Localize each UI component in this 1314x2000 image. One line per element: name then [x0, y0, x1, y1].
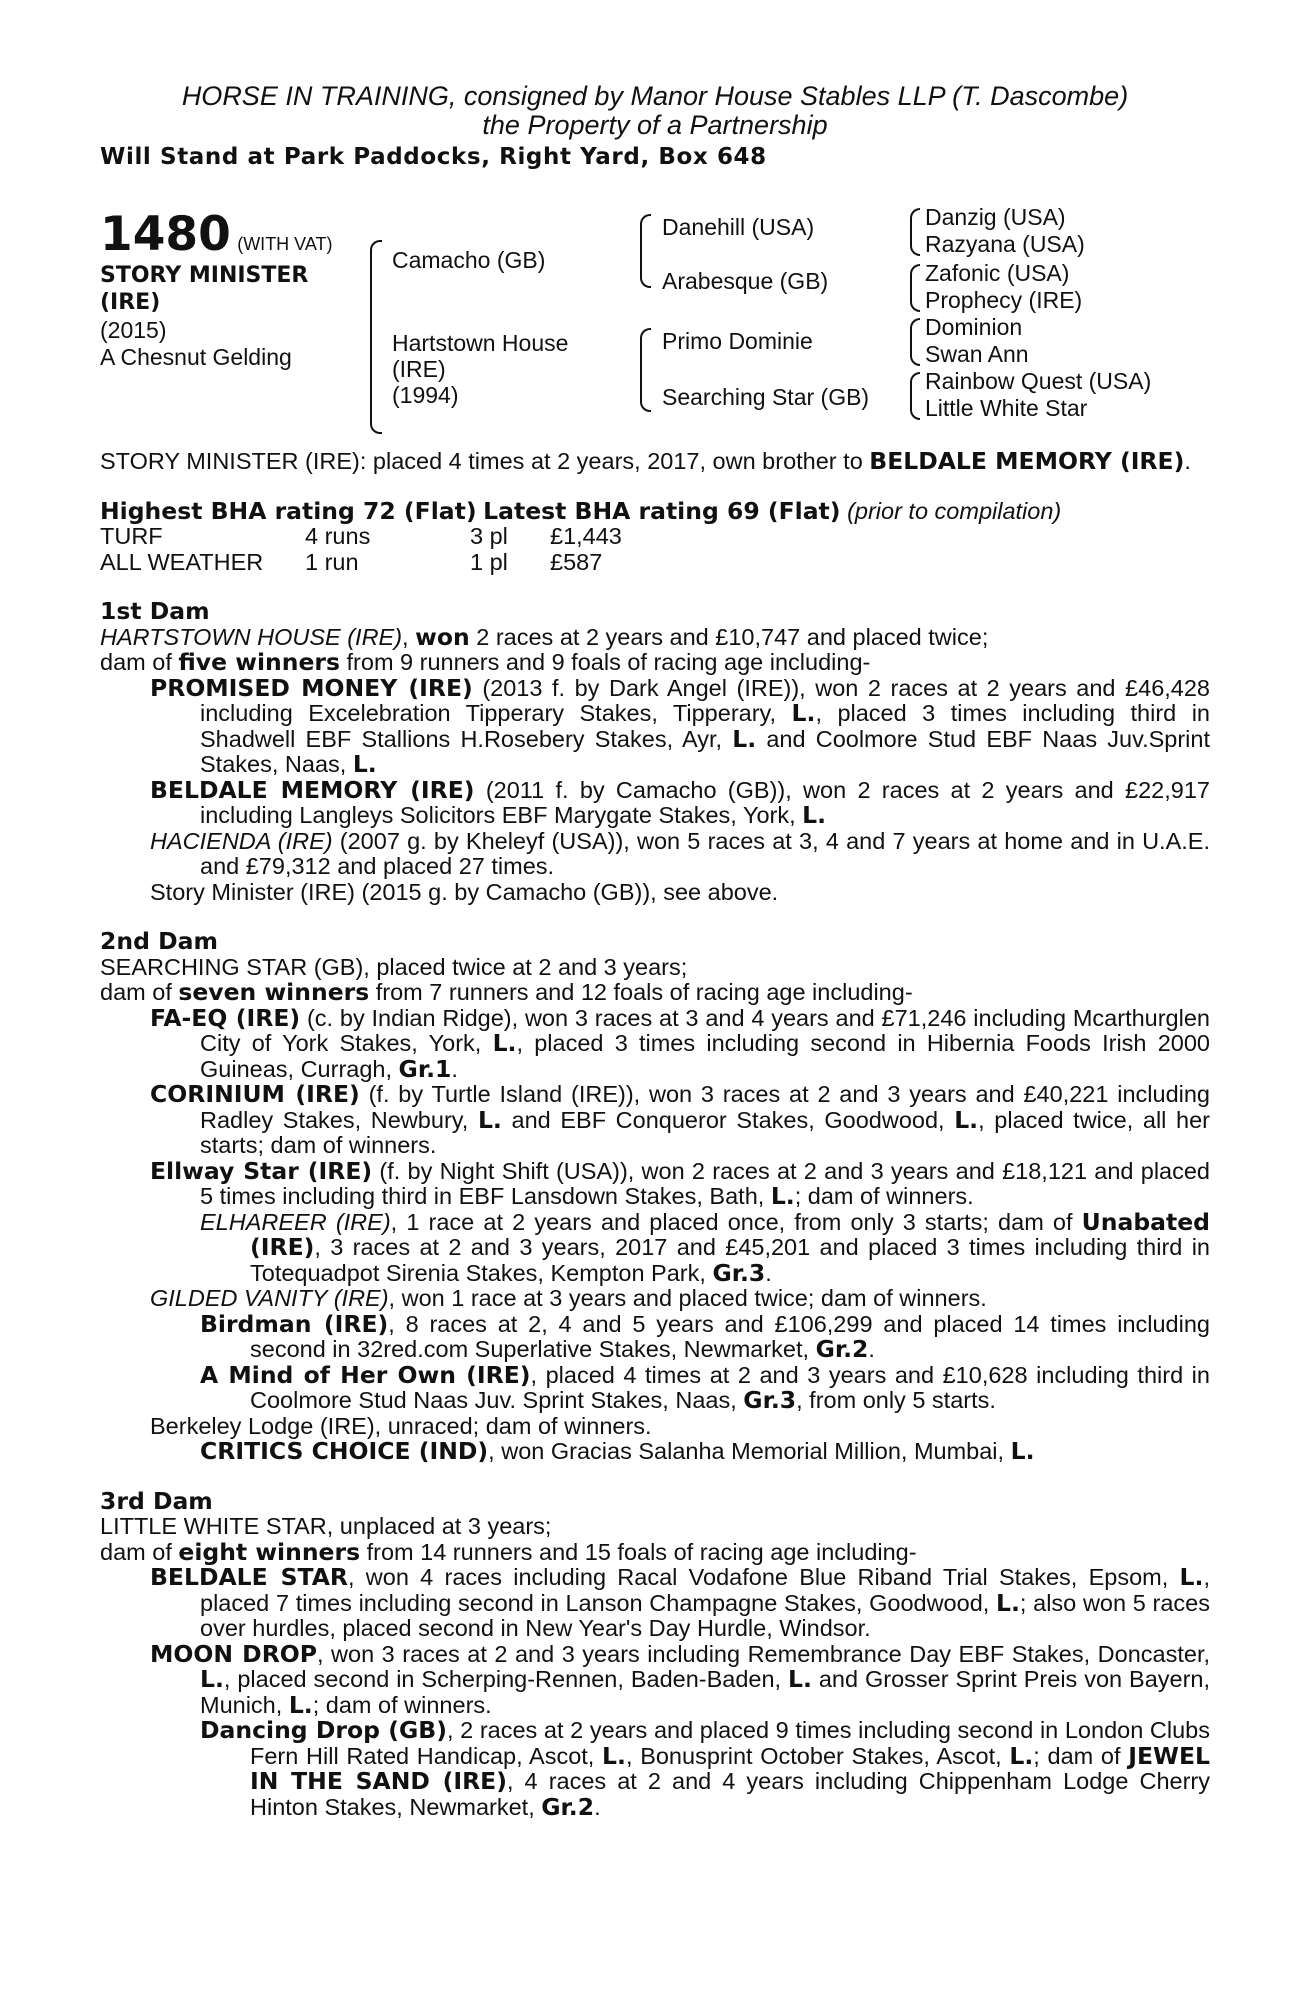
produce-entry: FA-EQ (IRE) (c. by Indian Ridge), won 3 races at 3 and 4 years and £71,246 including Mcarthurglen City of York Stakes, York, L., placed 3 times including second in Hibernia Foods Irish 2000 Guineas, Curragh, Gr.1.: [150, 1003, 1211, 1083]
produce-entry-granddaughter: CRITICS CHOICE (IND), won Gracias Salanha Memorial Million, Mumbai, L.: [200, 1437, 1035, 1465]
primo-brace: [910, 318, 920, 366]
produce-entry: BELDALE STAR, won 4 races including Racal Vodafone Blue Riband Trial Stakes, Epsom, L., placed 7 times including second in Lanson Champagne Stakes, Goodwood, L.; also won 5 races over hurdles, placed second in New Year's Day Hurdle, Windsor.: [150, 1563, 1210, 1641]
catalogue-page: [100, 82, 1210, 1820]
race-record: [100, 496, 1210, 576]
second-dam-section: [100, 929, 1210, 1465]
g3-zafonic: Zafonic (USA): [925, 260, 1070, 286]
produce-entry: PROMISED MONEY (IRE) (2013 f. by Dark Angel (IRE)), won 2 races at 2 years and £46,428 including Excelebration Tipperary Stakes, Tipperary, L., placed 3 times including third in Shadwell EBF Stallions H.Rosebery Stakes, Ayr, L. and Coolmore Stud EBF Naas Juv.Sprint Stakes, Naas, L.: [150, 673, 1210, 778]
lot-summary: STORY MINISTER (IRE): placed 4 times at 2 years, 2017, own brother to BELDALE MEMORY (IRE).: [100, 447, 1191, 475]
lot-header: [100, 82, 1210, 172]
bha-ratings: Highest BHA rating 72 (Flat) Latest BHA rating 69 (Flat) (prior to compilation): [100, 496, 1062, 525]
section-heading: 1st Dam: [100, 597, 210, 625]
arabesque-brace: [910, 264, 920, 312]
dam-produce-summary: dam of eight winners from 14 runners and 15 foals of racing age including-: [100, 1537, 917, 1566]
sire-dam: Arabesque (GB): [662, 268, 829, 294]
stand-location: Will Stand at Park Paddocks, Right Yard, Box 648: [100, 144, 767, 170]
produce-entry: HACIENDA (IRE) (2007 g. by Kheleyf (USA)), won 5 races at 3, 4 and 7 years at home and in U.A.E. and £79,312 and placed 27 times.: [150, 827, 1210, 879]
produce-entry: BELDALE MEMORY (IRE) (2011 f. by Camacho (GB)), won 2 races at 2 years and £22,917 including Langleys Solicitors EBF Marygate Stakes, York, L.: [150, 775, 1210, 829]
dam-year: (1994): [392, 382, 459, 408]
record-row: ALL WEATHER 1 run 1 pl £587: [100, 548, 603, 575]
produce-entry: MOON DROP, won 3 races at 2 and 3 years including Remembrance Day EBF Stakes, Doncaster, L., placed second in Scherping-Rennen, Baden-Baden, L. and Grosser Sprint Preis von Bayern, Munich, L.; dam of winners.: [150, 1639, 1211, 1719]
produce-entry-granddaughter: A Mind of Her Own (IRE), placed 4 times at 2 and 3 years and £10,628 including third in Coolmore Stud Naas Juv. Sprint Stakes, Naas, Gr.3, from only 5 starts.: [200, 1360, 1210, 1414]
dam-produce-summary: dam of five winners from 9 runners and 9 foals of racing age including-: [100, 648, 871, 676]
sire-dam-brace: [370, 240, 382, 434]
g3-prophecy: Prophecy (IRE): [925, 287, 1083, 313]
searching-star-brace: [910, 372, 920, 420]
produce-entry: GILDED VANITY (IRE), won 1 race at 3 years and placed twice; dam of winners.: [150, 1285, 987, 1311]
record-row: TURF 4 runs 3 pl £1,443: [100, 523, 622, 549]
horse-suffix: (IRE): [100, 290, 161, 315]
g3-dominion: Dominion: [925, 314, 1023, 340]
horse-name: STORY MINISTER: [100, 263, 309, 288]
g3-danzig: Danzig (USA): [925, 204, 1066, 230]
produce-entry: CORINIUM (IRE) (f. by Turtle Island (IRE)), won 3 races at 2 and 3 years and £40,221 including Radley Stakes, Newbury, L. and EBF Conqueror Stakes, Goodwood, L., placed twice, all her starts; dam of winners.: [150, 1080, 1210, 1158]
g3-rainbow-quest: Rainbow Quest (USA): [925, 368, 1152, 394]
section-heading: 3rd Dam: [100, 1486, 213, 1515]
dam-suffix: (IRE): [392, 356, 446, 382]
sire-sire: Danehill (USA): [662, 214, 815, 240]
sire-line-brace: [640, 214, 651, 288]
consignor-line: HORSE IN TRAINING, consigned by Manor House Stables LLP (T. Dascombe): [181, 81, 1129, 111]
third-dam-section: [100, 1486, 1211, 1821]
dam-sire: Primo Dominie: [662, 328, 813, 354]
g3-little-white-star: Little White Star: [925, 395, 1088, 421]
produce-entry-granddaughter: Birdman (IRE), 8 races at 2, 4 and 5 years and £106,299 and placed 14 times including second in 32red.com Superlative Stakes, Newmarket, Gr.2.: [200, 1309, 1210, 1363]
section-heading: 2nd Dam: [100, 927, 218, 955]
dam-line-brace: [640, 328, 651, 412]
horse-description: A Chesnut Gelding: [100, 344, 292, 370]
foaling-year: (2015): [100, 317, 167, 343]
dam-produce-summary: dam of seven winners from 7 runners and 12 foals of racing age including-: [100, 978, 913, 1006]
lot-number: 1480: [100, 207, 231, 262]
dam-record: LITTLE WHITE STAR, unplaced at 3 years;: [100, 1513, 552, 1539]
ownership-line: the Property of a Partnership: [482, 110, 828, 140]
produce-entry: Story Minister (IRE) (2015 g. by Camacho (GB)), see above.: [150, 878, 779, 905]
produce-entry-granddaughter: Dancing Drop (GB), 2 races at 2 years and placed 9 times including second in London Clubs Fern Hill Rated Handicap, Ascot, L., Bonusprint October Stakes, Ascot, L.; dam of JEWEL IN THE SAND (IRE), 4 races at 2 and 4 years including Chippenham Lodge Cherry Hinton Stakes, Newmarket, Gr.2.: [200, 1716, 1210, 1821]
produce-entry-granddaughter: ELHAREER (IRE), 1 race at 2 years and placed once, from only 3 starts; dam of Unabated (IRE), 3 races at 2 and 3 years, 2017 and £45,201 and placed 3 times including third in Totequadpot Sirenia Stakes, Kempton Park, Gr.3.: [200, 1207, 1210, 1287]
lot-number-row: [100, 207, 333, 262]
produce-entry: Berkeley Lodge (IRE), unraced; dam of winners.: [150, 1412, 652, 1439]
dam-record: HARTSTOWN HOUSE (IRE), won 2 races at 2 years and £10,747 and placed twice;: [100, 622, 989, 651]
dam-dam: Searching Star (GB): [662, 384, 870, 410]
vat-note: (WITH VAT): [237, 234, 333, 254]
g3-razyana: Razyana (USA): [925, 231, 1085, 257]
pedigree-block: [100, 204, 1210, 449]
dam-name: Hartstown House: [392, 330, 569, 356]
danehill-brace: [910, 208, 920, 256]
first-dam-section: [100, 599, 1210, 905]
sire: Camacho (GB): [392, 247, 546, 273]
dam-record: SEARCHING STAR (GB), placed twice at 2 and 3 years;: [100, 953, 688, 980]
g3-swan-ann: Swan Ann: [925, 341, 1029, 367]
produce-entry: Ellway Star (IRE) (f. by Night Shift (USA)), won 2 races at 2 and 3 years and £18,121 and placed 5 times including third in EBF Lansdown Stakes, Bath, L.; dam of winners.: [150, 1156, 1211, 1210]
